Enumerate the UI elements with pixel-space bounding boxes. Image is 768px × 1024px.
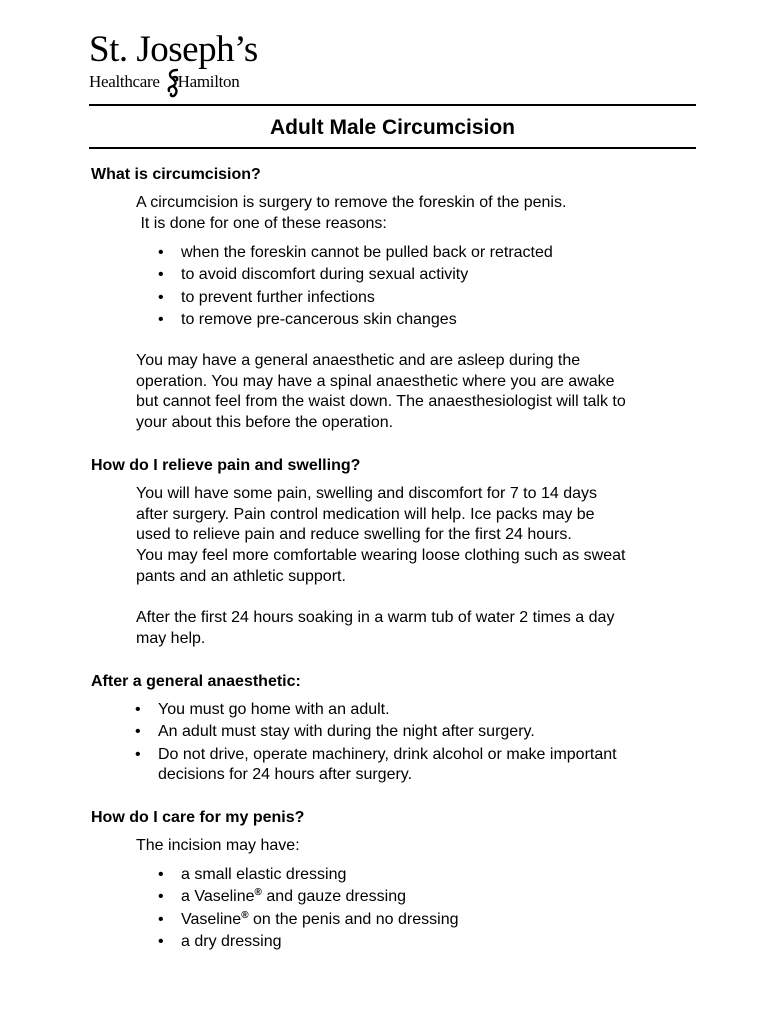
section-heading-care: How do I care for my penis?	[91, 809, 305, 826]
bullet-icon: •	[135, 723, 141, 741]
paragraph-line: after surgery. Pain control medication will help. Ice packs may be	[136, 505, 595, 523]
list-item-text-part: a Vaseline	[181, 888, 255, 906]
top-rule	[89, 104, 696, 106]
bullet-icon: •	[158, 888, 164, 906]
paragraph-line: operation. You may have a spinal anaesthetic where you are awake	[136, 372, 615, 390]
title-rule	[89, 147, 696, 149]
section-heading-general-anaesthetic: After a general anaesthetic:	[91, 673, 301, 690]
logo-healthcare: Healthcare	[89, 72, 160, 91]
bullet-icon: •	[158, 910, 164, 928]
paragraph-line: your about this before the operation.	[136, 414, 394, 432]
hospital-s-mark-icon	[165, 68, 182, 98]
paragraph-line: used to relieve pain and reduce swelling for the first 24 hours.	[136, 526, 572, 544]
page-title: Adult Male Circumcision	[269, 116, 516, 139]
list-item-text-continued: decisions for 24 hours after surgery.	[158, 766, 413, 784]
paragraph-line: pants and an athletic support.	[136, 567, 346, 585]
bullet-icon: •	[158, 310, 164, 328]
bullet-icon: •	[135, 745, 141, 763]
section1-intro	[136, 193, 566, 234]
list-item-text: An adult must stay with during the night after surgery.	[158, 723, 535, 741]
section-heading-pain: How do I relieve pain and swelling?	[91, 457, 361, 474]
paragraph-line: but cannot feel from the waist down. The anaesthesiologist will talk to	[136, 393, 626, 411]
list-item-text: to avoid discomfort during sexual activity	[181, 266, 469, 284]
list-item-text: to remove pre-cancerous skin changes	[181, 310, 457, 328]
paragraph-line: You may have a general anaesthetic and are asleep during the	[136, 352, 581, 369]
anaesthetic-paragraph	[136, 351, 626, 434]
list-item-text: a dry dressing	[181, 932, 282, 950]
paragraph-line: It is done for one of these reasons:	[136, 214, 387, 232]
incision-intro	[136, 836, 300, 857]
list-item-text: Do not drive, operate machinery, drink alcohol or make important	[158, 745, 617, 763]
list-item-text-part: and gauze dressing	[261, 888, 407, 906]
list-item-text: when the foreskin cannot be pulled back or retracted	[181, 244, 553, 261]
paragraph-line: After the first 24 hours soaking in a warm tub of water 2 times a day	[136, 609, 615, 626]
list-item-text: to prevent further infections	[181, 288, 375, 306]
logo-hamilton: Hamilton	[177, 72, 240, 91]
list-item-text-part: on the penis and no dressing	[248, 910, 459, 928]
list-item-text	[181, 886, 406, 908]
bullet-icon: •	[158, 266, 164, 284]
hospital-logo	[89, 30, 259, 100]
pain-paragraph	[136, 484, 625, 588]
paragraph-line: A circumcision is surgery to remove the foreskin of the penis.	[136, 194, 567, 211]
registered-mark: ®	[254, 887, 262, 899]
bullet-icon: •	[135, 701, 141, 718]
section-heading-what-is: What is circumcision?	[91, 166, 261, 183]
bullet-icon: •	[158, 932, 164, 950]
paragraph-line: The incision may have:	[136, 837, 300, 854]
paragraph-line: You may feel more comfortable wearing loose clothing such as sweat	[136, 547, 626, 565]
soaking-paragraph	[136, 608, 614, 649]
paragraph-line: may help.	[136, 629, 206, 647]
bullet-icon: •	[158, 244, 164, 261]
registered-mark: ®	[241, 909, 249, 921]
list-item-text	[181, 909, 459, 931]
paragraph-line: You will have some pain, swelling and discomfort for 7 to 14 days	[136, 485, 597, 502]
list-item-text: You must go home with an adult.	[158, 701, 390, 718]
list-item-text: a small elastic dressing	[181, 866, 347, 883]
bullet-icon: •	[158, 866, 164, 883]
logo-name: St. Joseph’s	[89, 29, 258, 70]
list-item-text-part: Vaseline	[181, 910, 242, 928]
bullet-icon: •	[158, 288, 164, 306]
